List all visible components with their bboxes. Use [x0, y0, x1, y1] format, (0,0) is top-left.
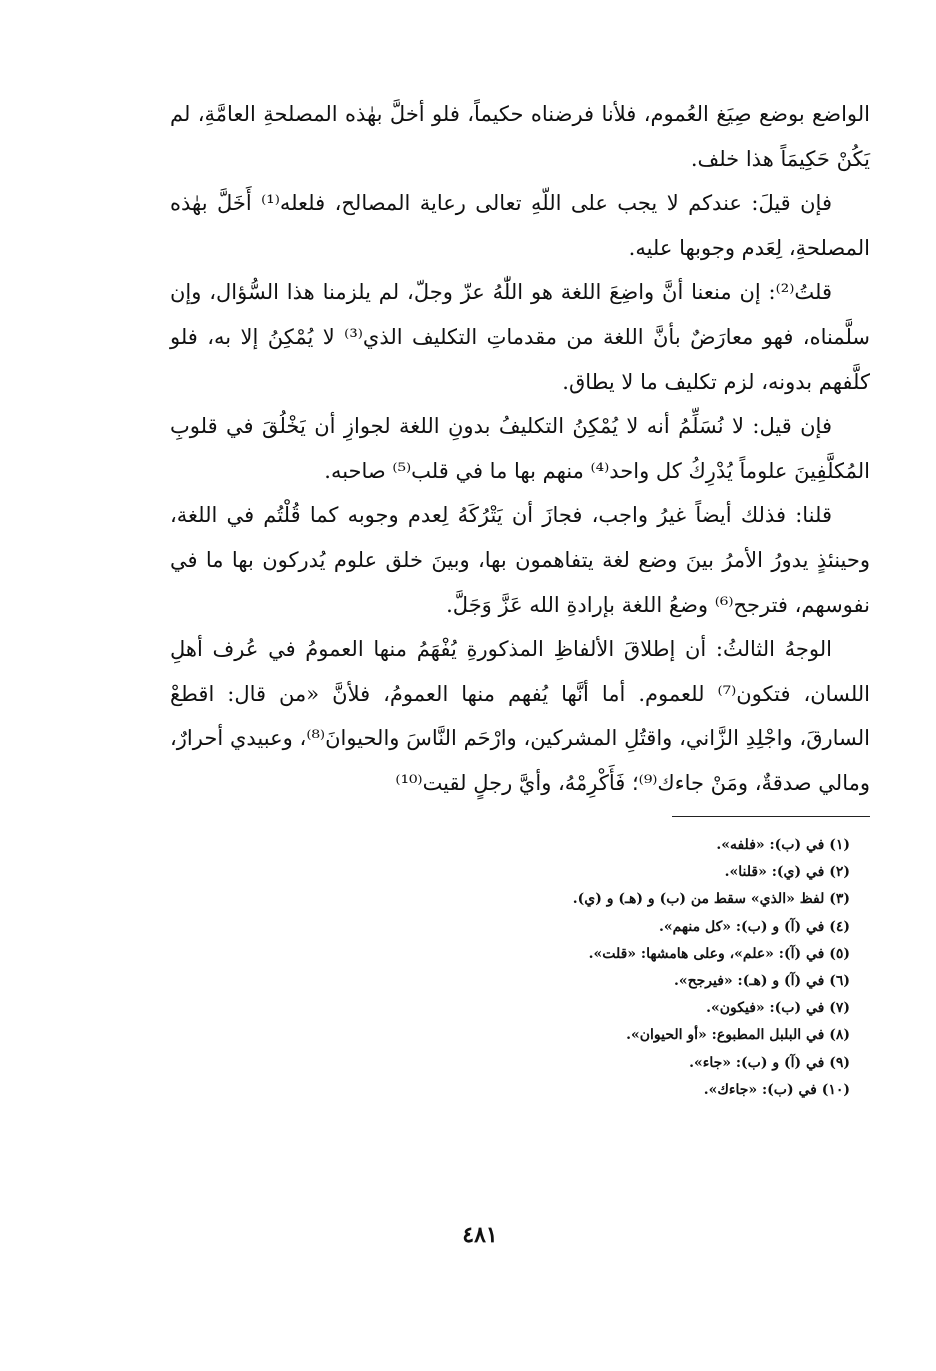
footnotes-block — [420, 832, 850, 1104]
page-number: ٤٨١ — [462, 1222, 498, 1248]
footnote-2: (٢) في (ي): «قلنا». — [724, 864, 850, 881]
paragraph-1: الواضع بوضع صِيَغ العُموم، فلأنا فرضناه حكيماً، فلو أخلَّ بهٰذه المصلحةِ العامَّةِ، لم يَكُنْ حَكِيمَاً هذا خلف. — [170, 102, 870, 171]
paragraph-3: قلتُ⁽²⁾: إن منعنا أنَّ واضِعَ اللغة هو اللّٰهُ عزّ وجلّ، لم يلزمنا هذا السُّؤال، وإن سلَّمناه، فهو معارَضٌ بأنَّ اللغة من مقدماتِ التكليف الذي⁽³⁾ لا يُمْكِنُ إلا به، فلو كلَّفهم بدونه، لزم تكليف ما لا يطاق. — [170, 280, 870, 394]
footnote-9: (٩) في (آ) و (ب): «جاء». — [689, 1054, 850, 1071]
paragraph-2: فإن قيلَ: عندكم لا يجب على اللّهِ تعالى رعاية المصالح، فلعله⁽¹⁾ أَخَلَّ بهٰذه المصلحةِ، لِعَدم وجوبها عليه. — [170, 191, 870, 260]
paragraph-6: الوجهُ الثالثُ: أن إطلاقَ الألفاظِ المذكورةِ يُفْهَمُ منها العمومُ في عُرف أهلِ اللسان، فتكون⁽⁷⁾ للعموم. أما أنَّها يُفهم منها العمومُ، فلأنَّ «من قال: اقطعْ السارقَ، واجْلِدِ الزَّاني، واقتُلِ المشركين، وارْحَم النَّاسَ والحيوانَ⁽⁸⁾، وعبيدي أحرارٌ، ومالي صدقةٌ، ومَنْ جاءك⁽⁹⁾؛ فَأَكْرِمْهُ، وأيَّ رجلٍ لقيت⁽¹⁰⁾ — [170, 637, 871, 795]
footnote-4: (٤) في (آ) و (ب): «كل منهم». — [658, 918, 850, 935]
paragraph-5: قلنا: فذلك أيضاً غيرُ واجب، فجازَ أن يَتْرُكَهُ لِعدم وجوبه كما قُلْتُم في اللغة، وحينئذٍ يدورُ الأمرُ بينَ وضع لغة يتفاهمون بها، وبينَ خلق علوم يُدركون بها ما في نفوسهم، فترجح⁽⁶⁾ وضعُ اللغة بإرادةِ الله عَزَّ وَجَلَّ. — [170, 503, 870, 617]
footnote-8: (٨) في البلبل المطبوع: «أو الحيوان». — [626, 1027, 850, 1044]
footnote-3: (٣) لفظ «الذي» سقط من (ب) و (هـ) و (ي). — [572, 891, 850, 908]
footnote-1: (١) في (ب): «فلفه». — [716, 837, 850, 853]
footnote-5: (٥) في (آ): «علم»، وعلى هامشها: «قلت». — [588, 945, 850, 962]
main-text-block — [170, 92, 870, 806]
paragraph-4: فإن قيل: لا نُسَلِّمُ أنه لا يُمْكِنُ التكليفُ بدونِ اللغة لجوازِ أن يَخْلُقَ في قلوبِ المُكلَّفِينَ علوماً يُدْرِكُ كل واحد⁽⁴⁾ منهم بها ما في قلب⁽⁵⁾ صاحبه. — [170, 414, 870, 483]
footnote-10: (١٠) في (ب): «جاءك». — [703, 1081, 850, 1098]
footnote-divider — [672, 816, 870, 817]
footnote-7: (٧) في (ب): «فيكون». — [706, 1000, 850, 1017]
footnote-6: (٦) في (آ) و (هـ): «فيرجح». — [673, 973, 850, 990]
